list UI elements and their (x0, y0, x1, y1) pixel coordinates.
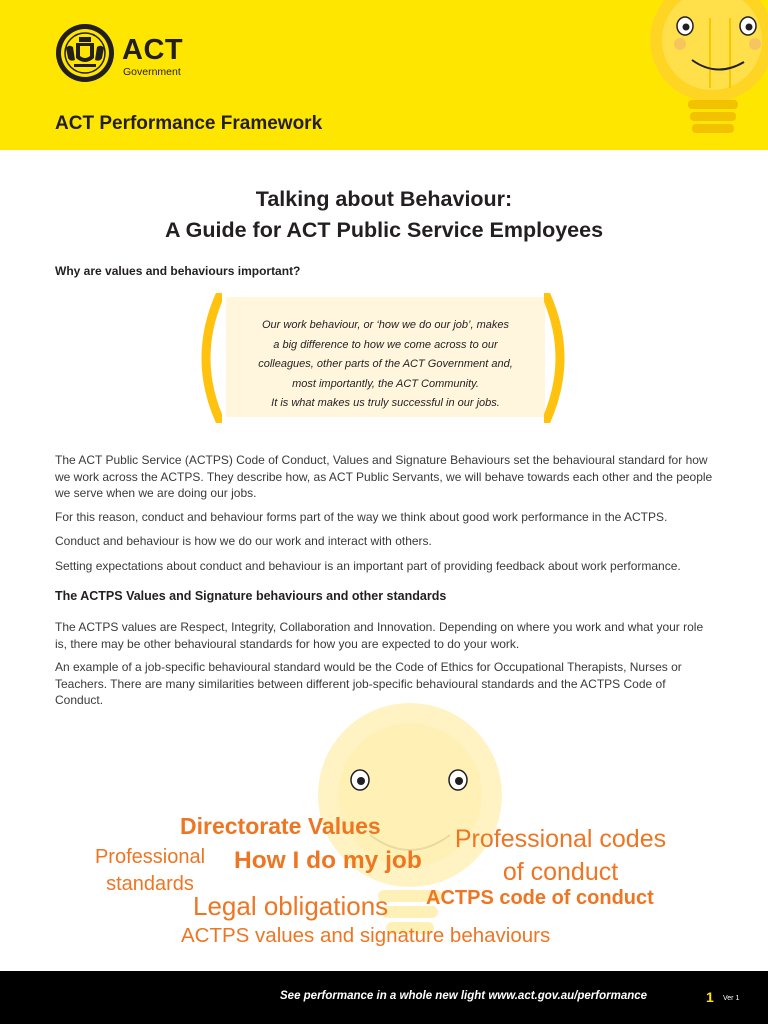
page-number: 1 (706, 989, 714, 1005)
word-directorate-values: Directorate Values (180, 813, 381, 839)
left-bracket-icon (190, 293, 222, 423)
body-paragraph: An example of a job-specific behavioural standard would be the Code of Ethics for Occupational Therapists, Nurses or Teachers. There are many similarities between different job-specific behavioural standards and the ACTPS Code of Conduct. (55, 660, 682, 707)
document-title-line1: Talking about Behaviour: (255, 187, 513, 211)
footer-tagline: See performance in a whole new light www.act.gov.au/performance (280, 990, 648, 1002)
act-logo-text: ACT (122, 34, 184, 66)
quote-line: It is what makes us truly successful in our jobs. (271, 397, 500, 409)
pull-quote (226, 316, 545, 414)
document-title-line2: A Guide for ACT Public Service Employees (164, 218, 604, 242)
quote-line: a big difference to how we come across to our (273, 338, 498, 351)
word-professional-codes-line2: of conduct (502, 858, 619, 886)
body-paragraph: The ACTPS values are Respect, Integrity, Collaboration and Innovation. Depending on where you work and what your role is, there may be other behavioural standards for how you are expected to do your work. (55, 620, 704, 651)
section-heading-why: Why are values and behaviours important? (55, 264, 301, 278)
quote-line: colleagues, other parts of the ACT Government and, (258, 358, 513, 370)
word-professional-standards (85, 844, 215, 898)
word-actps-code: ACTPS code of conduct (426, 887, 654, 909)
act-logo-subtext: Government (123, 66, 181, 78)
right-bracket-icon (544, 293, 576, 423)
word-professional-codes-line1: Professional codes (454, 825, 667, 853)
word-how-i-do-my-job: How I do my job (234, 847, 422, 874)
quote-line: Our work behaviour, or ‘how we do our job’, makes (261, 319, 509, 331)
body-paragraph: The ACT Public Service (ACTPS) Code of Conduct, Values and Signature Behaviours set the behavioural standard for how we work across the ACTPS. They describe how, as ACT Public Servants, we will behave towards each other and the people we serve when we are doing our jobs. (55, 453, 713, 500)
word-professional-codes (443, 823, 678, 889)
version-label: Ver 1 (723, 995, 740, 1002)
word-actps-values: ACTPS values and signature behaviours (181, 924, 551, 947)
section-heading-values: The ACTPS Values and Signature behaviours and other standards (55, 589, 447, 603)
body-paragraph: For this reason, conduct and behaviour forms part of the way we think about good work performance in the ACTPS. (55, 510, 668, 524)
header-banner (0, 0, 768, 150)
document-title (0, 184, 768, 246)
quote-line: most importantly, the ACT Community. (292, 377, 479, 390)
body-paragraph: Conduct and behaviour is how we do our work and interact with others. (55, 534, 432, 548)
word-legal-obligations: Legal obligations (193, 891, 389, 921)
word-professional-standards-line1: Professional (94, 846, 206, 868)
lightbulb-mascot-icon (640, 0, 768, 150)
framework-title: ACT Performance Framework (55, 113, 323, 134)
act-coat-of-arms-logo (54, 22, 116, 84)
word-professional-standards-line2: standards (106, 873, 194, 895)
body-paragraph: Setting expectations about conduct and behaviour is an important part of providing feedback about work performance. (55, 559, 681, 573)
